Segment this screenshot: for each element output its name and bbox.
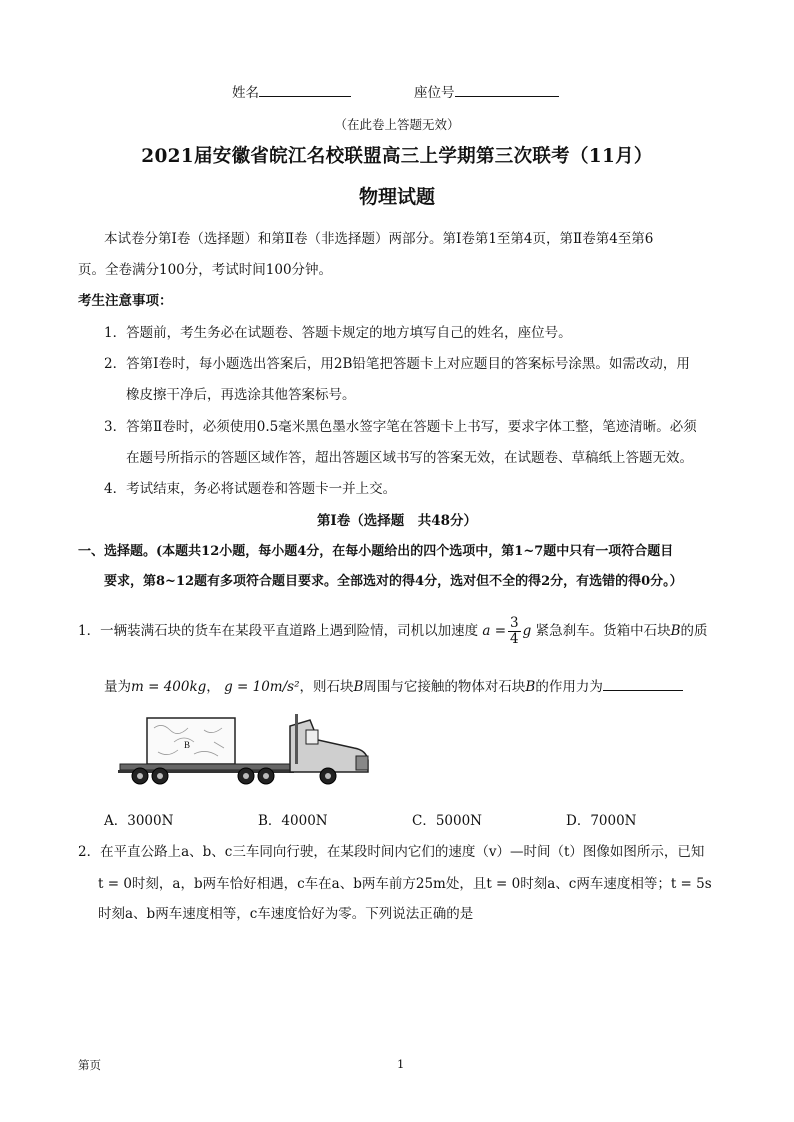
hubcap [263,773,269,779]
truck-figure [114,712,390,794]
page-number: 1 [397,1057,405,1071]
q1-b-2: B [353,679,364,695]
q1-formula-a: a = [482,623,507,639]
invalid-note: （在此卷上答题无效） [334,117,460,132]
exam-subtitle: 物理试题 [358,186,435,208]
q2-line-3: 时刻a、b两车速度相等，c车速度恰好为零。下列说法正确的是 [98,906,474,922]
notice-heading: 考生注意事项： [78,293,173,309]
q1-formula-g: g [522,623,532,639]
q1-line2a: 量为 [104,679,131,695]
q1-option-a: A．3000N [104,813,174,829]
notice-item-2a: 2．答第Ⅰ卷时，每小题选出答案后，用2B铅笔把答题卡上对应题目的答案标号涂黑。如需改动，用 [104,356,690,372]
name-blank [259,82,351,97]
q1-frac-num: 3 [510,615,519,631]
box-label: B [184,740,191,750]
stone-box [147,718,235,764]
hubcap [157,773,163,779]
notice-item-3a: 3．答第Ⅱ卷时，必须使用0.5毫米黑色墨水签字笔在答题卡上书写，要求字体工整，笔迹清晰。必须 [104,419,697,435]
exhaust-pipe [295,714,298,764]
q1-line-1 [78,614,708,648]
notice-item-1: 1．答题前，考生务必在试题卷、答题卡规定的地方填写自己的姓名，座位号。 [104,325,572,341]
q1-b-1: B [670,623,681,639]
q1-frac-den: 4 [510,631,519,647]
q1-line2c: 周围与它接触的物体对石块 [363,679,526,695]
name-field [232,82,351,102]
cab-grille [356,756,368,770]
seat-label: 座位号 [414,85,455,101]
q1-option-c: C．5000N [412,813,482,829]
q1-option-b: B．4000N [258,813,328,829]
q1-answer-blank [603,676,683,691]
q1-line-2: 量为m = 400kg， g = 10m/s²，则石块B周围与它接触的物体对石块B的作用力为 [104,676,683,696]
q1-line2b: ，则石块 [299,679,354,695]
section-instr-2: 要求，第8~12题有多项符合题目要求。全部选对的得4分，选对但不全的得2分，有选错的得0分。） [104,574,683,589]
notice-item-3b: 在题号所指示的答题区域作答，超出答题区域书写的答案无效，在试题卷、草稿纸上答题无效。 [126,450,693,466]
footer-label: 第页 [78,1058,101,1072]
q1-b-3: B [525,679,536,695]
notice-item-4: 4．考试结束，务必将试题卷和答题卡一并上交。 [104,481,397,497]
q1-part-1: 1．一辆装满石块的货车在某段平直道路上遇到险情，司机以加速度 [78,623,479,639]
q2-line-2: t = 0时刻，a，b两车恰好相遇，c车在a、b两车前方25m处，且t = 0时刻a、c两车速度相等；t = 5s [98,876,712,892]
q1-fraction [508,616,521,647]
q1-part-3: 的质 [680,623,708,639]
seat-field [414,82,559,102]
q1-mass: m = 400kg [131,679,207,695]
q1-line2d: 的作用力为 [535,679,603,695]
exam-title: 2021届安徽省皖江名校联盟高三上学期第三次联考（11月） [141,146,653,167]
hubcap [243,773,249,779]
cab-window [306,730,318,744]
notice-item-2b: 橡皮擦干净后，再选涂其他答案标号。 [126,387,356,403]
name-label: 姓名 [232,85,259,101]
intro-line-1: 本试卷分第Ⅰ卷（选择题）和第Ⅱ卷（非选择题）两部分。第Ⅰ卷第1至第4页，第Ⅱ卷第4至第6 [104,231,654,247]
q1-gval: g = 10m/s² [224,679,300,695]
intro-line-2: 页。全卷满分100分，考试时间100分钟。 [78,262,333,278]
q2-line-1: 2．在平直公路上a、b、c三车同向行驶，在某段时间内它们的速度（v）—时间（t）图像如图所示，已知 [78,844,705,860]
seat-blank [455,82,559,97]
section-heading: 第Ⅰ卷（选择题 共48分） [316,513,478,529]
q1-option-d: D．7000N [566,813,637,829]
q1-part-2: 紧急刹车。货箱中石块 [535,623,671,639]
hubcap [325,773,331,779]
section-instr-1: 一、选择题。(本题共12小题，每小题4分，在每小题给出的四个选项中，第1~7题中只有一项符合题目 [78,544,674,559]
hubcap [137,773,143,779]
